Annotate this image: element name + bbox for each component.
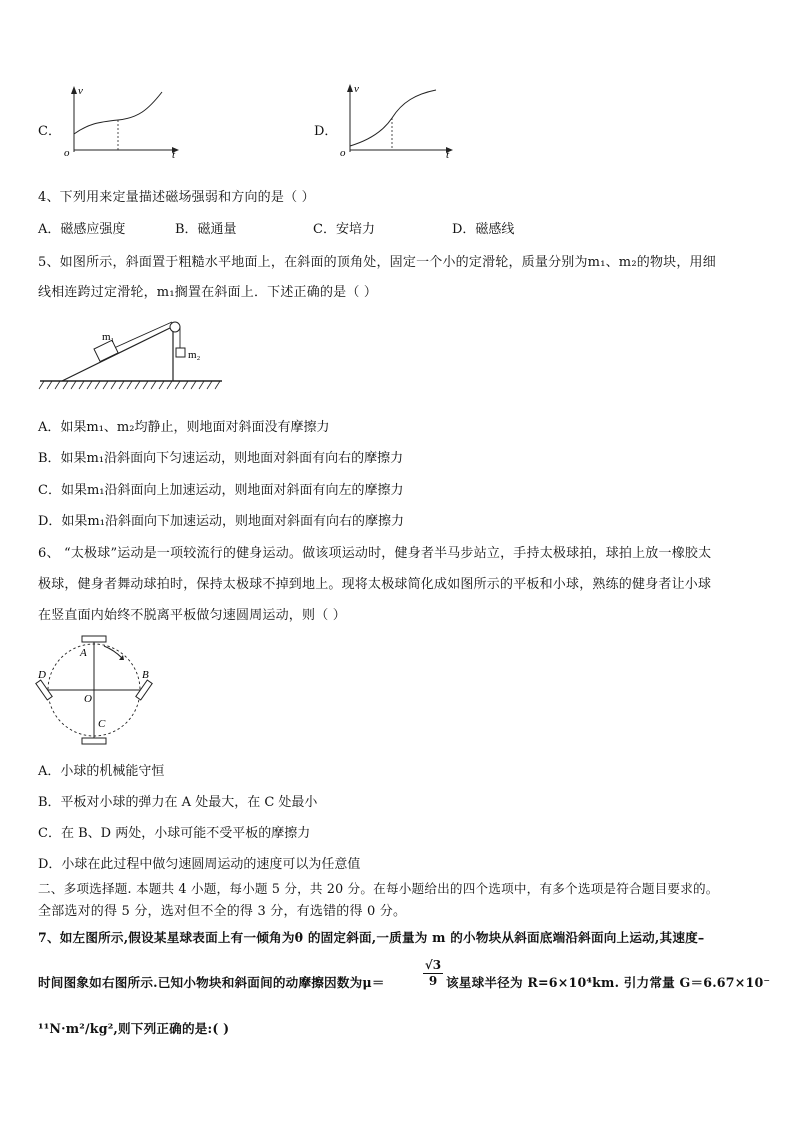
q5-option-c: C．如果m₁沿斜面向上加速运动，则地面对斜面有向左的摩擦力 [38, 483, 404, 498]
q6-plate-top [82, 636, 106, 642]
q6-option-a: A．小球的机械能守恒 [38, 764, 165, 779]
graph-c-t-label: t [172, 149, 176, 160]
q4-option-c: C．安培力 [313, 222, 375, 237]
q6-label-b: B [142, 669, 149, 681]
graph-d-curve [350, 90, 436, 146]
q5-ground-hatch [39, 381, 220, 389]
graph-d-v-arrow [347, 84, 353, 92]
q6-plate-bottom [82, 738, 106, 744]
q5-option-b: B．如果m₁沿斜面向下匀速运动，则地面对斜面有向右的摩擦力 [38, 451, 404, 466]
q7-fraction-numerator: √3 [424, 958, 442, 972]
q7-fraction [423, 958, 443, 989]
q6-label-d: D [38, 669, 46, 681]
graph-c-figure [60, 82, 185, 160]
q6-taiji-figure [34, 632, 159, 748]
q5-incline-figure [36, 313, 226, 397]
graph-d-origin: o [340, 147, 346, 159]
q6-label-o: O [84, 693, 92, 705]
q5-option-a: A．如果m₁、m₂均静止，则地面对斜面没有摩擦力 [38, 420, 330, 435]
q4-option-a: A．磁感应强度 [38, 222, 126, 237]
q5-stem-line1: 5、如图所示，斜面置于粗糙水平地面上，在斜面的顶角处，固定一个小的定滑轮，质量分别为m₁、m₂的物块，用细 [38, 255, 716, 270]
graph-c-curve [74, 92, 162, 134]
q6-option-c: C．在 B、D 两处，小球可能不受平板的摩擦力 [38, 826, 311, 841]
graph-c-v-label: v [78, 85, 83, 97]
q5-block-m2 [176, 348, 185, 357]
graph-c-label: C． [38, 124, 61, 139]
graph-d-figure [336, 80, 461, 160]
graph-c-v-arrow [71, 86, 77, 94]
q5-pulley [170, 322, 180, 332]
q5-stem-line2: 线相连跨过定滑轮，m₁搁置在斜面上．下述正确的是（ ） [38, 285, 378, 300]
q4-option-b: B．磁通量 [175, 222, 237, 237]
q7-fraction-denominator: 9 [428, 974, 438, 988]
graph-d-label: D． [314, 124, 338, 139]
section2-heading-line2: 全部选对的得 5 分，选对但不全的得 3 分，有选错的得 0 分。 [38, 904, 407, 919]
q7-stem-line3: ¹¹N·m²/kg²,则下列正确的是:( ) [38, 1021, 230, 1036]
q7-stem-line2-pre: 时间图象如右图所示.已知小物块和斜面间的动摩擦因数为μ＝ [38, 975, 385, 990]
q4-option-d: D．磁感线 [452, 222, 515, 237]
q6-label-a: A [80, 647, 87, 659]
q7-stem-line2-post: 该星球半径为 R=6×10⁴km. 引力常量 G＝6.67×10⁻ [446, 975, 771, 990]
q7-stem-line1: 7、如左图所示,假设某星球表面上有一倾角为θ 的固定斜面,一质量为 m 的小物块从斜面底端沿斜面向上运动,其速度– [38, 930, 705, 945]
section2-heading-line1: 二、多项选择题. 本题共 4 小题，每小题 5 分，共 20 分。在每小题给出的四个选项中，有多个选项是符合题目要求的。 [38, 881, 719, 896]
q4-stem: 4、下列用来定量描述磁场强弱和方向的是（ ） [38, 190, 315, 205]
q6-option-b: B．平板对小球的弹力在 A 处最大，在 C 处最小 [38, 795, 318, 810]
q5-option-d: D．如果m₁沿斜面向下加速运动，则地面对斜面有向右的摩擦力 [38, 514, 404, 529]
q5-incline-surface [62, 327, 172, 381]
graph-c-origin: o [64, 147, 70, 159]
q6-stem-line2: 极球，健身者舞动球拍时，保持太极球不掉到地上。现将太极球简化成如图所示的平板和小球，熟练的健身者让小球 [38, 577, 712, 592]
q5-string-incline [114, 322, 172, 348]
graph-d-t-label: t [446, 149, 450, 160]
q5-label-m1: m₁ [102, 331, 115, 343]
q6-stem-line1: 6、 “太极球”运动是一项较流行的健身运动。做该项运动时，健身者半马步站立，手持太极球拍，球拍上放一橡胶太 [38, 546, 712, 561]
q5-label-m2: m₂ [188, 349, 201, 361]
q6-label-c: C [98, 718, 106, 730]
graph-d-v-label: v [354, 83, 359, 95]
q5-block-m1 [94, 340, 118, 361]
q6-stem-line3: 在竖直面内始终不脱离平板做匀速圆周运动，则（ ） [38, 608, 346, 623]
q6-option-d: D．小球在此过程中做匀速圆周运动的速度可以为任意值 [38, 857, 361, 872]
